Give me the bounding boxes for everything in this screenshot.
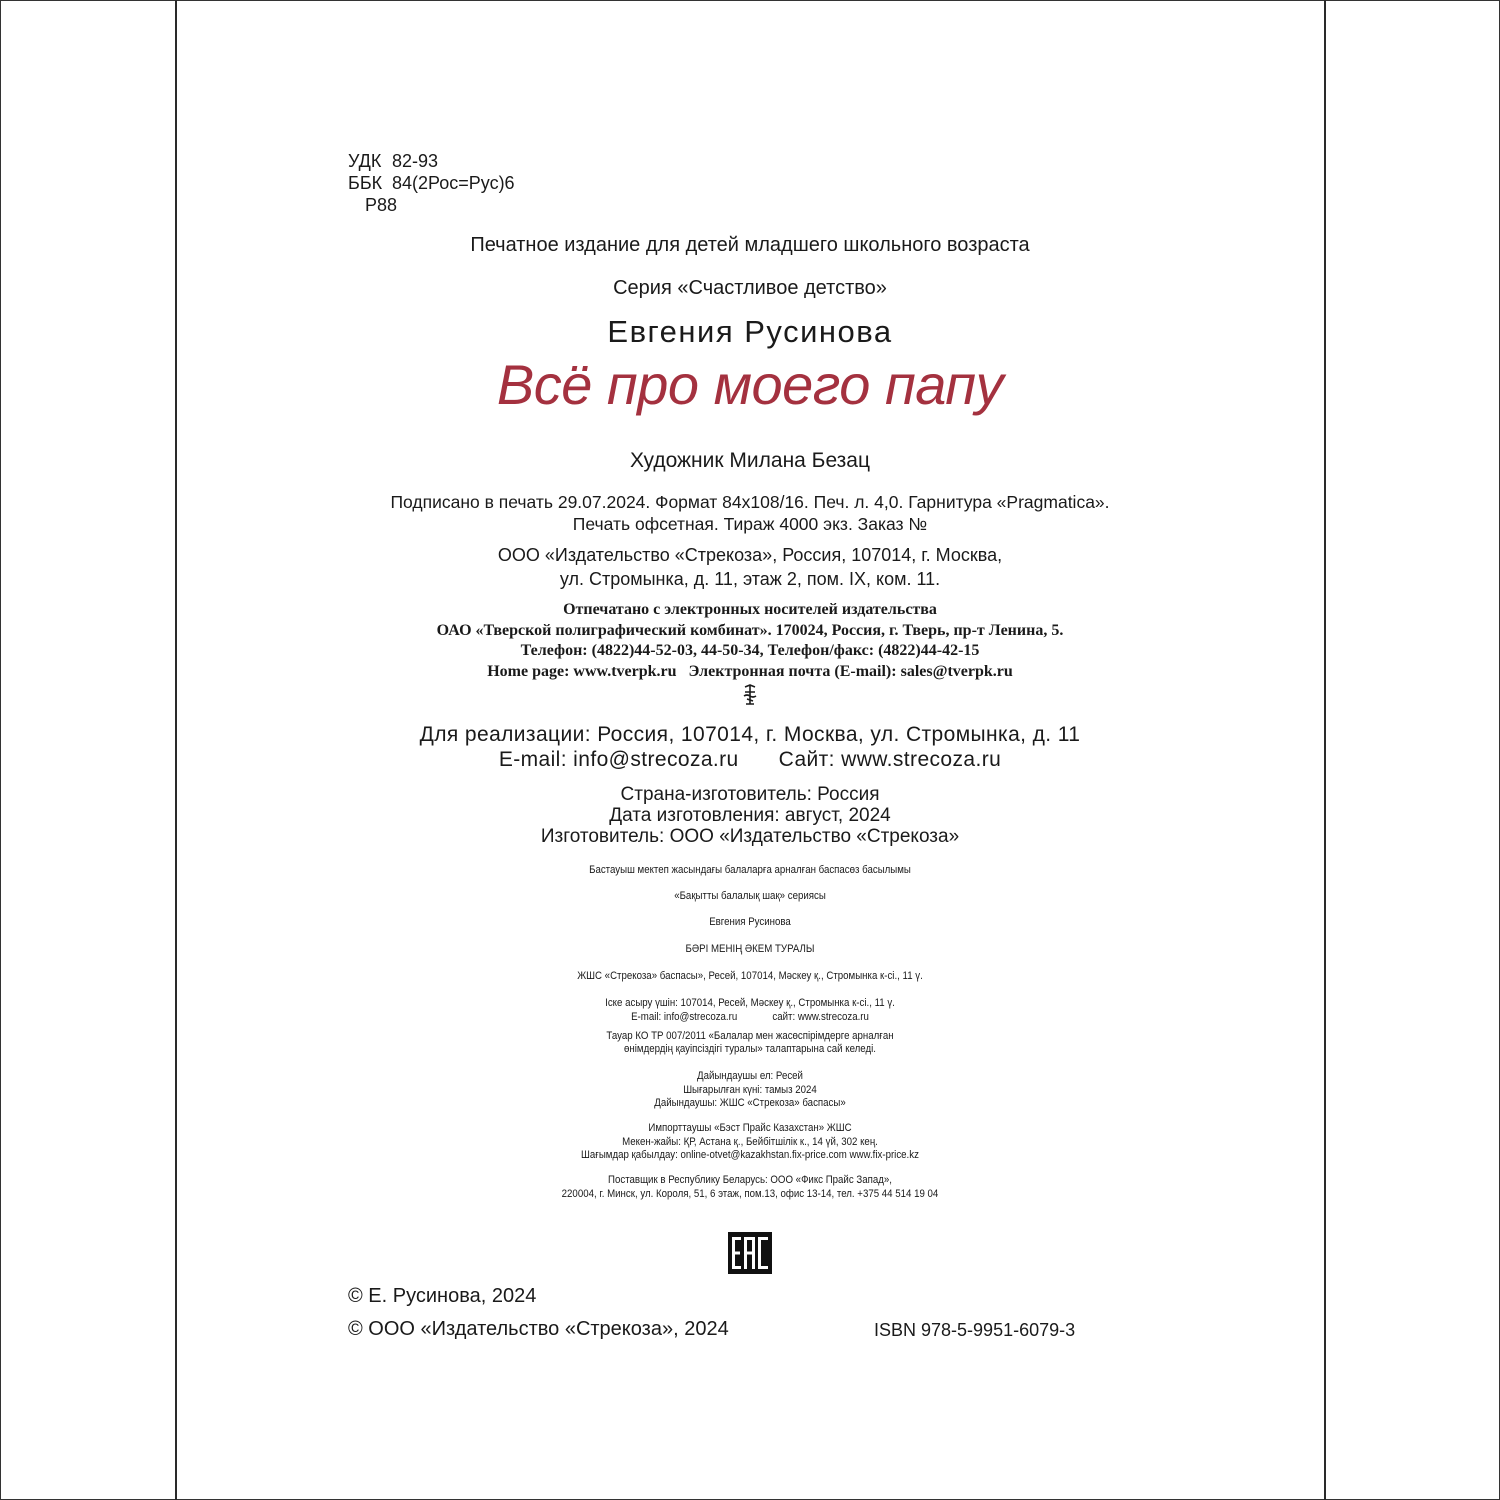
printer-line: ОАО «Тверской полиграфический комбинат». 170024, Россия, г. Тверь, пр-т Ленина, 5. (436, 621, 1064, 639)
kz-manufacture-line: Дайындаушы ел: Ресей (697, 1070, 803, 1082)
udk-code (348, 150, 515, 172)
right-margin-line (1324, 0, 1326, 1500)
address-line: ООО «Издательство «Стрекоза», Россия, 107014, г. Москва, (497, 545, 1003, 565)
distribution-contacts (176, 747, 1324, 772)
printer-info (176, 600, 1324, 682)
eac-mark-icon (728, 1232, 772, 1279)
bbk-label: ББК (348, 173, 383, 193)
kz-series: «Бақытты балалық шақ» сериясы (674, 890, 826, 902)
manufacture-line: Страна-изготовитель: Россия (620, 784, 880, 805)
manufacture-info (176, 784, 1324, 847)
kz-email: E-mail: info@strecoza.ru (631, 1010, 738, 1023)
edition-type: Печатное издание для детей младшего школьного возраста (470, 234, 1030, 256)
belarus-supplier-line: 220004, г. Минск, ул. Короля, 51, 6 этаж, пом.13, офис 13-14, тел. +375 44 514 19 04 (561, 1187, 939, 1200)
kz-conformity-line: өнімдердің қауіпсіздігі туралы» талаптарына сай келеді. (624, 1043, 876, 1055)
kz-publisher: ЖШС «Стрекоза» баспасы», Ресей, 107014, Мәскеу қ., Стромынка к-сі., 11 ү. (577, 970, 923, 982)
author-sign: Р88 (365, 195, 398, 215)
kz-conformity-line: Тауар КО ТР 007/2011 «Балалар мен жасөспірімдерге арналған (606, 1029, 894, 1042)
kz-importer-line: Шағымдар қабылдау: online-otvet@kazakhstan.fix-price.com www.fix-price.kz (581, 1149, 919, 1161)
print-info-line: Печать офсетная. Тираж 4000 экз. Заказ № (572, 514, 928, 534)
printer-homepage: Home page: www.tverpk.ru (487, 662, 677, 680)
print-info (176, 491, 1324, 535)
distribution-email: E-mail: info@strecoza.ru (498, 748, 739, 771)
address-line: ул. Стромынка, д. 11, этаж 2, пом. IX, ком. 11. (559, 569, 941, 589)
kz-contacts (245, 1011, 1255, 1030)
kz-author: Евгения Русинова (709, 916, 791, 928)
kz-title: БӘРІ МЕНІҢ ӘКЕМ ТУРАЛЫ (685, 943, 815, 955)
copyright-publisher: © ООО «Издательство «Стрекоза», 2024 (348, 1318, 729, 1340)
kz-manufacture-line: Дайындаушы: ЖШС «Стрекоза» баспасы» (654, 1097, 846, 1109)
kz-importer-line: Мекен-жайы: ҚР, Астана қ., Бейбітшілік к., 14 үй, 302 кең. (622, 1135, 878, 1148)
printer-email: Электронная почта (E-mail): sales@tverpk.ru (688, 662, 1013, 680)
print-info-line: Подписано в печать 29.07.2024. Формат 84х108/16. Печ. л. 4,0. Гарнитура «Pragmatica». (390, 492, 1110, 512)
isbn: ISBN 978-5-9951-6079-3 (874, 1320, 1076, 1340)
distribution-site: Сайт: www.strecoza.ru (778, 748, 1002, 771)
illustrator: Художник Милана Безац (629, 449, 871, 472)
bbk-code (348, 172, 515, 194)
manufacture-line: Изготовитель: ООО «Издательство «Стрекоза» (540, 826, 960, 847)
bbk-value: 84(2Рос=Рус)6 (392, 173, 515, 193)
tverpk-logo-icon (176, 684, 1324, 708)
kazakh-section (176, 864, 1324, 1201)
udk-label: УДК (348, 151, 382, 171)
series: Серия «Счастливое детство» (613, 277, 887, 299)
kz-manufacture-line: Шығарылған күні: тамыз 2024 (683, 1083, 817, 1096)
belarus-supplier-line: Поставщик в Республику Беларусь: ООО «Фикс Прайс Запад», (608, 1174, 892, 1186)
printer-contacts (176, 662, 1324, 683)
distribution-address: Для реализации: Россия, 107014, г. Москва, ул. Стромынка, д. 11 (419, 723, 1081, 746)
kz-edition-type: Бастауыш мектеп жасындағы балаларға арналған баспасөз басылымы (589, 864, 911, 876)
distribution-info (176, 722, 1324, 772)
book-author: Евгения Русинова (607, 314, 893, 349)
printer-line: Отпечатано с электронных носителей издательства (563, 601, 937, 618)
kz-implementation: Іске асыру үшін: 107014, Ресей, Мәскеу қ., Стромынка к-сі., 11 ү. (605, 997, 895, 1009)
kz-site: сайт: www.strecoza.ru (772, 1010, 869, 1023)
manufacture-line: Дата изготовления: август, 2024 (609, 805, 891, 826)
udk-value: 82-93 (392, 151, 439, 171)
publisher-address (176, 543, 1324, 591)
copyright-author: © Е. Русинова, 2024 (348, 1285, 537, 1307)
printer-line: Телефон: (4822)44-52-03, 44-50-34, Телефон/факс: (4822)44-42-15 (520, 642, 980, 659)
library-codes (348, 150, 515, 216)
kz-importer-line: Импорттаушы «Бэст Прайс Казахстан» ЖШС (648, 1122, 852, 1134)
book-title: Всё про моего папу (496, 353, 1004, 416)
